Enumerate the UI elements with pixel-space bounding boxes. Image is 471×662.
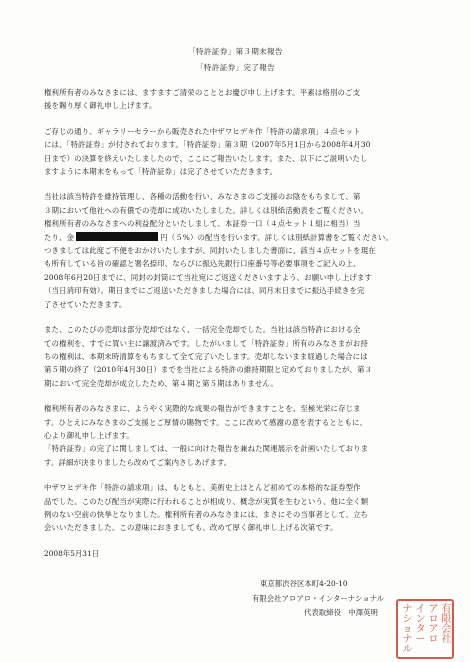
paragraph-dividend <box>44 190 436 311</box>
report-title-primary: 「特許証券」第３期末報告 <box>188 47 283 56</box>
sender-company: 有限会社アロアロ・インターナショナル <box>252 593 385 603</box>
paragraph-intro <box>44 125 436 179</box>
text-line: 「特許証券」の完了に関しましては、一般に向けた報告を兼ねた関連展示を計画いたしておりま <box>44 444 369 454</box>
text-line: 第５期の終了（2010年4月30日）までを当社による特許の維持期限と定めておりましたが、第３ <box>44 365 373 375</box>
text-line: 2008年6月20日までに、同封の封筒にて当社宛にご返送くださいますよう、お願い申し上げます <box>44 272 373 282</box>
letter-body <box>44 86 436 547</box>
text-line: も所有している旨の確認と署名捺印、ならびに振込先銀行口座番号等必要事項をご記入の上、 <box>44 259 361 269</box>
text-line: す。ひとえにみなさまのご支援とご厚情の賜物です。ここに改めて感謝の意を表するとともに、 <box>44 417 368 427</box>
text-line: 心より御礼申し上げます。 <box>44 430 134 440</box>
text-line: 権利所有者のみなさまへの利益配分といたしまして、本証券一口（４点セット１組に相当）当 <box>44 219 361 229</box>
text-line: 例のない空前の快挙となりました。権利所有者のみなさまには、まさにその当事者として、立ち <box>44 509 369 519</box>
seal-text-column: インター <box>415 604 426 645</box>
sender-representative: 代表取締役 中澤英明 <box>304 608 378 618</box>
seal-text-column: アロアロ <box>428 604 439 645</box>
seal-text-column: 有限会社 <box>441 604 452 645</box>
paragraph-sale <box>44 323 436 390</box>
letter-date: 2008年5月31日 <box>44 549 100 558</box>
text-line: また、このたびの売却は部分売却ではなく、一括完全売却でした。当社は該当特許における全 <box>44 325 361 335</box>
text-line: 当社は該当特許を維持管理し、各種の活動を行い、みなさまのご支援のお陰をもちまして、第 <box>44 192 361 202</box>
paragraph-greeting <box>44 86 436 113</box>
text-line: 会いいただきました。この意味におきましても、改めて厚く御礼申し上げる次第です。 <box>44 523 338 533</box>
text-line: 了させていただきます。 <box>44 299 127 309</box>
text-line: ちの権利は、本期末時清算をもちまして全て完了いたします。売却しないまま経過した場合には <box>44 351 368 361</box>
text-fragment: たり、金 <box>44 232 75 242</box>
text-line: ますように本期末をもって「特許証券」は完了させていただきます。 <box>44 167 278 177</box>
text-line: 品でした。このたび配当が実際に行われることが相成り、概念が実質を生むという、他に全く類 <box>44 496 369 506</box>
text-line: ての権利を、すでに買い主に譲渡済みです。したがいまして「特許証券」所有のみなさまがお持 <box>44 338 368 348</box>
seal-text-column: ナショナル <box>402 604 413 655</box>
text-line: ご存じの通り、ギャラリーセラーから販売された中ザワヒデキ作「特許の請求項」４点セット <box>44 126 361 136</box>
text-line: 中ザワヒデキ作「特許の請求項」は、もともと、美術史上ほとんど初めての本格的な証券型作 <box>44 483 361 493</box>
document-header <box>0 44 471 76</box>
redacted-amount <box>76 232 158 241</box>
dividend-amount-line <box>44 231 436 244</box>
text-line: 援を賜り厚く御礼申し上げます。 <box>44 101 157 111</box>
company-seal-stamp <box>396 599 454 659</box>
text-line: 期において完全売却が成立したため、第４期と第５期はありません。 <box>44 378 278 388</box>
text-line: （当日消印有効）。期日までにご返送いただきました場合には、同月末日までに振込手続きを完 <box>44 286 365 296</box>
text-line: ３期において他社への有償での売却に成功いたしました。詳しくは別紙活動表をご覧ください。 <box>44 205 369 215</box>
text-line: つきましては此度ご不便をおかけいたしますが、同封いたしました書面に、該当４点セットを現在 <box>44 246 376 256</box>
text-fragment: 円（５%）の配当を行います。詳しくは別紙計算書をご覧ください。 <box>160 232 393 242</box>
text-line: には、「特許証券」が付されております。「特許証券」第３期（2007年5月1日から2008年4月30 <box>44 140 371 150</box>
text-line: 権利所有者のみなさまに、ようやく実際的な成果の報告ができますことを、至極光栄に存じま <box>44 404 361 414</box>
paragraph-thanks <box>44 402 436 469</box>
text-line: 権利所有者のみなさまには、ますますご清栄のこととお慶び申し上げます。平素は格別のご支 <box>44 88 361 97</box>
sender-address: 東京都渋谷区本町4-20-10 <box>260 579 348 588</box>
text-line: 日まで）の決算を終えいたしましたので、ここにご報告いたします。また、以下にご説明いたし <box>44 153 368 163</box>
report-title-secondary: 「特許証券」完了報告 <box>196 63 275 72</box>
paragraph-closing <box>44 481 436 535</box>
text-line: す。詳細が決まりましたら改めてご案内さしあげます。 <box>44 457 232 467</box>
